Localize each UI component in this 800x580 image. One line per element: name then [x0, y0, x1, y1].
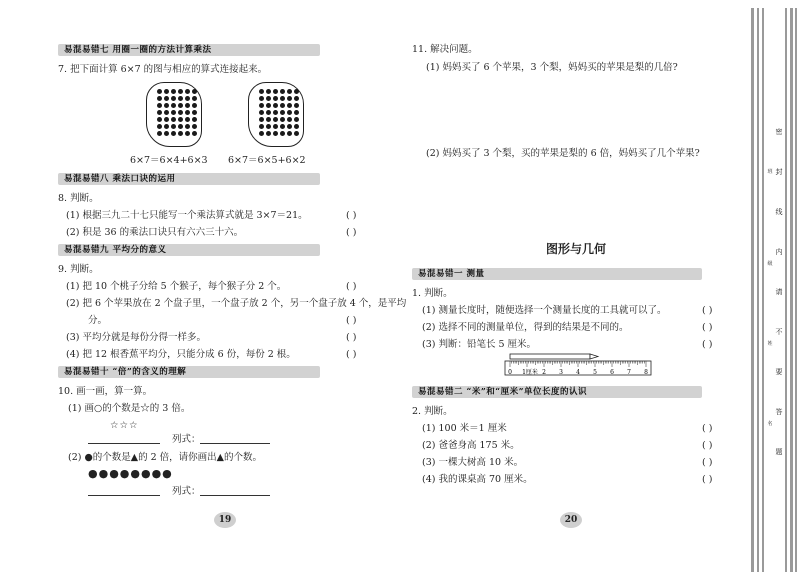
- dot: [178, 96, 183, 101]
- dot: [280, 96, 285, 101]
- dot: [178, 124, 183, 129]
- dot: [280, 117, 285, 122]
- dot: [185, 96, 190, 101]
- question-1-item-2: (2) 选择不同的测量单位，得到的结果是不同的。: [422, 322, 629, 333]
- dot: [164, 124, 169, 129]
- dot: [259, 110, 264, 115]
- answer-paren[interactable]: ( ): [346, 332, 357, 343]
- dot: [157, 131, 162, 136]
- dot: [287, 96, 292, 101]
- page-number-right: 20: [560, 512, 582, 528]
- dot-array-2: [259, 89, 299, 136]
- binding-strip-char: 密: [775, 128, 783, 136]
- question-11-item-2: (2) 妈妈买了 3 个梨，买的苹果是梨的 6 倍，妈妈买了几个苹果?: [426, 148, 700, 159]
- dot: [266, 117, 271, 122]
- dot: [192, 89, 197, 94]
- dot: [259, 103, 264, 108]
- equation-2: 6×7＝6×5+6×2: [228, 155, 306, 166]
- question-2-item-4: (4) 我的课桌高 70 厘米。: [422, 474, 533, 485]
- question-10-item-2: (2) ●的个数是▲的 2 倍，请你画出▲的个数。: [68, 452, 262, 463]
- answer-paren[interactable]: ( ): [702, 457, 713, 468]
- section-band-8: 易混易错八 乘法口诀的运用: [58, 173, 320, 185]
- dot: [273, 124, 278, 129]
- binding-strip-small-char: 班: [767, 169, 773, 175]
- answer-paren[interactable]: ( ): [702, 305, 713, 316]
- dot: [259, 131, 264, 136]
- dot: [164, 117, 169, 122]
- dot: [294, 103, 299, 108]
- dot: [266, 124, 271, 129]
- ruler-tick-label: 5: [593, 369, 597, 376]
- dot: [266, 131, 271, 136]
- dot: [171, 117, 176, 122]
- dot: [178, 110, 183, 115]
- section-band-2: 易混易错二 “米”和“厘米”单位长度的认识: [412, 386, 702, 398]
- dot: [266, 103, 271, 108]
- section-band-10: 易混易错十 “倍”的含义的理解: [58, 366, 320, 378]
- binding-strip-small-char: 名: [767, 421, 773, 427]
- answer-paren[interactable]: ( ): [702, 440, 713, 451]
- ruler-tick-label: 6: [610, 369, 614, 376]
- dot: [287, 110, 292, 115]
- question-9-item-1: (1) 把 10 个桃子分给 5 个猴子，每个猴子分 2 个。: [66, 281, 287, 292]
- dot: [294, 89, 299, 94]
- binding-strip-small-char: 姓: [767, 341, 773, 347]
- dot: [273, 96, 278, 101]
- question-1-item-3: (3) 判断：铅笔长 5 厘米。: [422, 339, 537, 350]
- dot-array-1: [157, 89, 197, 136]
- answer-paren[interactable]: ( ): [702, 322, 713, 333]
- dot: [185, 124, 190, 129]
- dot: [171, 110, 176, 115]
- dot: [273, 131, 278, 136]
- ruler-tick-label: 2: [542, 369, 546, 376]
- binding-strip-char: 线: [775, 208, 783, 216]
- dot: [185, 89, 190, 94]
- dot: [192, 96, 197, 101]
- answer-paren[interactable]: ( ): [346, 227, 357, 238]
- dot: [259, 89, 264, 94]
- question-8-item-2: (2) 积是 36 的乘法口诀只有六六三十六。: [66, 227, 244, 238]
- question-10-item-1: (1) 画○的个数是☆的 3 倍。: [68, 403, 191, 414]
- dot: [287, 103, 292, 108]
- pencil-icon: [510, 354, 598, 359]
- answer-line[interactable]: [88, 495, 160, 496]
- dot: [171, 131, 176, 136]
- formula-line[interactable]: [200, 443, 270, 444]
- binding-line: [757, 8, 759, 572]
- ruler-tick-label: 8: [644, 369, 648, 376]
- section-band-1: 易混易错一 测量: [412, 268, 702, 280]
- ruler-tick-label: 4: [576, 369, 580, 376]
- binding-strip-char: 封: [775, 168, 783, 176]
- dot: [280, 103, 285, 108]
- dot: [266, 89, 271, 94]
- dot: [185, 117, 190, 122]
- binding-strip-small-char: 级: [767, 261, 773, 267]
- ruler-tick-label: 3: [559, 369, 563, 376]
- dot: [273, 89, 278, 94]
- question-2-item-2: (2) 爸爸身高 175 米。: [422, 440, 520, 451]
- dot: [192, 117, 197, 122]
- binding-strip-char: 请: [775, 288, 783, 296]
- answer-paren[interactable]: ( ): [346, 315, 357, 326]
- dot: [294, 117, 299, 122]
- question-1-item-1: (1) 测量长度时，随便选择一个测量长度的工具就可以了。: [422, 305, 667, 316]
- dot: [287, 89, 292, 94]
- binding-strip-char: 答: [775, 408, 783, 416]
- dot: [294, 110, 299, 115]
- ruler-tick-label: 7: [627, 369, 631, 376]
- dot: [171, 96, 176, 101]
- dot: [273, 103, 278, 108]
- dots-row: ●●●●●●●●: [88, 467, 173, 480]
- question-9-item-2-cont: 分。: [88, 315, 108, 326]
- answer-paren[interactable]: ( ): [346, 281, 357, 292]
- dot: [171, 124, 176, 129]
- binding-strip-char: 题: [775, 448, 783, 456]
- answer-paren[interactable]: ( ): [702, 423, 713, 434]
- dot: [192, 131, 197, 136]
- dot: [185, 131, 190, 136]
- binding-strip-char: 不: [775, 328, 783, 336]
- formula-line[interactable]: [200, 495, 270, 496]
- binding-strip: [745, 0, 800, 580]
- question-9-item-4: (4) 把 12 根香蕉平均分，只能分成 6 份，每份 2 根。: [66, 349, 296, 360]
- binding-line: [762, 8, 764, 572]
- question-7: 7. 把下面计算 6×7 的图与相应的算式连接起来。: [58, 64, 268, 75]
- dot: [259, 124, 264, 129]
- question-2: 2. 判断。: [412, 406, 453, 417]
- dot: [171, 89, 176, 94]
- dot: [157, 124, 162, 129]
- dot: [280, 124, 285, 129]
- question-10: 10. 画一画，算一算。: [58, 386, 153, 397]
- dot: [164, 89, 169, 94]
- question-1: 1. 判断。: [412, 288, 453, 299]
- question-2-item-3: (3) 一棵大树高 10 米。: [422, 457, 524, 468]
- dot: [164, 103, 169, 108]
- dot: [287, 117, 292, 122]
- dot: [157, 103, 162, 108]
- dot: [192, 103, 197, 108]
- section-title: 图形与几何: [546, 242, 607, 256]
- binding-line: [785, 8, 787, 572]
- dot: [287, 124, 292, 129]
- ruler-with-pencil: [504, 352, 654, 376]
- dot: [157, 117, 162, 122]
- answer-paren[interactable]: ( ): [346, 349, 357, 360]
- dot: [294, 131, 299, 136]
- dot: [171, 103, 176, 108]
- dot: [178, 103, 183, 108]
- section-band-7: 易混易错七 用圈一圈的方法计算乘法: [58, 44, 320, 56]
- dot: [287, 131, 292, 136]
- dot: [157, 96, 162, 101]
- dot: [192, 124, 197, 129]
- dot: [164, 96, 169, 101]
- dot: [164, 131, 169, 136]
- right-page: [400, 0, 745, 580]
- question-9-item-2: (2) 把 6 个苹果放在 2 个盘子里，一个盘子放 2 个，另一个盘子放 4 个，是平均: [66, 298, 407, 309]
- dot: [192, 110, 197, 115]
- dot: [178, 131, 183, 136]
- dot: [164, 110, 169, 115]
- dot: [280, 131, 285, 136]
- ruler-tick-label: 0: [508, 369, 512, 376]
- formula-label: 列式：: [172, 434, 201, 445]
- question-8: 8. 判断。: [58, 193, 99, 204]
- binding-line: [790, 8, 793, 572]
- dot: [157, 110, 162, 115]
- binding-strip-char: 要: [775, 368, 783, 376]
- answer-paren[interactable]: ( ): [702, 474, 713, 485]
- section-band-9: 易混易错九 平均分的意义: [58, 244, 320, 256]
- binding-strip-char: 内: [775, 248, 783, 256]
- question-8-item-1: (1) 根据三九二十七只能写一个乘法算式就是 3×7＝21。: [66, 210, 308, 221]
- dot: [273, 117, 278, 122]
- dot: [280, 89, 285, 94]
- dot: [294, 96, 299, 101]
- answer-paren[interactable]: ( ): [702, 339, 713, 350]
- question-11: 11. 解决问题。: [412, 44, 478, 55]
- dot: [178, 89, 183, 94]
- dot: [266, 110, 271, 115]
- dot: [294, 124, 299, 129]
- dot: [259, 96, 264, 101]
- dot: [178, 117, 183, 122]
- answer-line[interactable]: [88, 443, 160, 444]
- dot: [273, 110, 278, 115]
- answer-paren[interactable]: ( ): [346, 210, 357, 221]
- ruler-tick-label: 1厘米: [522, 369, 538, 376]
- dot: [185, 110, 190, 115]
- question-11-item-1: (1) 妈妈买了 6 个苹果，3 个梨，妈妈买的苹果是梨的几倍?: [426, 62, 678, 73]
- dot-group-figure-1: [146, 82, 202, 147]
- formula-label: 列式：: [172, 486, 201, 497]
- dot: [280, 110, 285, 115]
- dot: [266, 96, 271, 101]
- question-2-item-1: (1) 100 米＝1 厘米: [422, 423, 507, 434]
- dot: [157, 89, 162, 94]
- dot-group-figure-2: [248, 82, 304, 147]
- binding-line: [751, 8, 754, 572]
- dot: [185, 103, 190, 108]
- stars: ☆☆☆: [110, 420, 139, 431]
- equation-1: 6×7＝6×4+6×3: [130, 155, 208, 166]
- question-9-item-3: (3) 平均分就是每份分得一样多。: [66, 332, 206, 343]
- page-number-left: 19: [214, 512, 236, 528]
- question-9: 9. 判断。: [58, 264, 99, 275]
- dot: [259, 117, 264, 122]
- binding-line: [795, 8, 797, 572]
